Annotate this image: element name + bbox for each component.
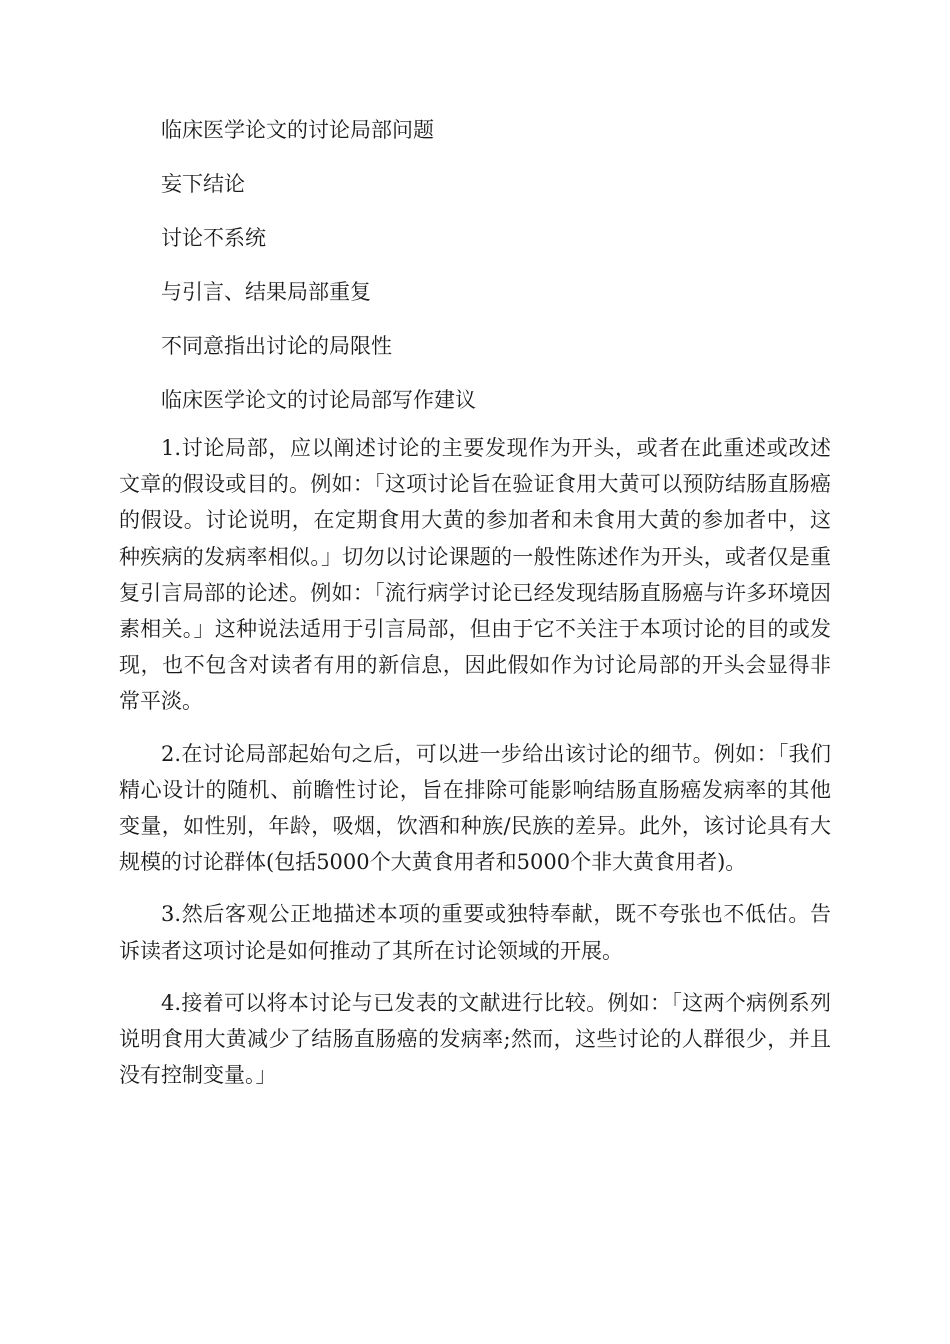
list-item-limitations: 不同意指出讨论的局限性 [161, 334, 392, 358]
paragraph-2: 2.在讨论局部起始句之后，可以进一步给出该讨论的细节。例如：「我们精心设计的随机、前瞻性讨论，旨在排除可能影响结肠直肠癌发病率的其他变量，如性别，年龄，吸烟，饮酒和种族/民族的差异。此外，该讨论具有大规模的讨论群体(包括5000个大黄食用者和5000个非大黄食用者)。 [119, 741, 831, 875]
list-item-repetition: 与引言、结果局部重复 [161, 280, 371, 304]
heading-writing-advice: 临床医学论文的讨论局部写作建议 [161, 388, 476, 412]
paragraph-3: 3.然后客观公正地描述本项的重要或独特奉献，既不夸张也不低估。告诉读者这项讨论是如何推动了其所在讨论领域的开展。 [119, 902, 831, 963]
paragraph-1: 1.讨论局部，应以阐述讨论的主要发现作为开头，或者在此重述或改述文章的假设或目的。例如：「这项讨论旨在验证食用大黄可以预防结肠直肠癌的假设。讨论说明，在定期食用大黄的参加者和未食用大黄的参加者中，这种疾病的发病率相似。」切勿以讨论课题的一般性陈述作为开头，或者仅是重复引言局部的论述。例如：「流行病学讨论已经发现结肠直肠癌与许多环境因素相关。」这种说法适用于引言局部，但由于它不关注于本项讨论的目的或发现，也不包含对读者有用的新信息，因此假如作为讨论局部的开头会显得非常平淡。 [119, 436, 831, 714]
list-item-unsystematic: 讨论不系统 [161, 226, 266, 250]
document-page [119, 112, 831, 1109]
heading-discussion-problems: 临床医学论文的讨论局部问题 [161, 118, 434, 142]
paragraph-4: 4.接着可以将本讨论与已发表的文献进行比较。例如：「这两个病例系列说明食用大黄减少了结肠直肠癌的发病率;然而，这些讨论的人群很少，并且没有控制变量。」 [119, 990, 831, 1088]
list-item-hasty-conclusion: 妄下结论 [161, 172, 245, 196]
